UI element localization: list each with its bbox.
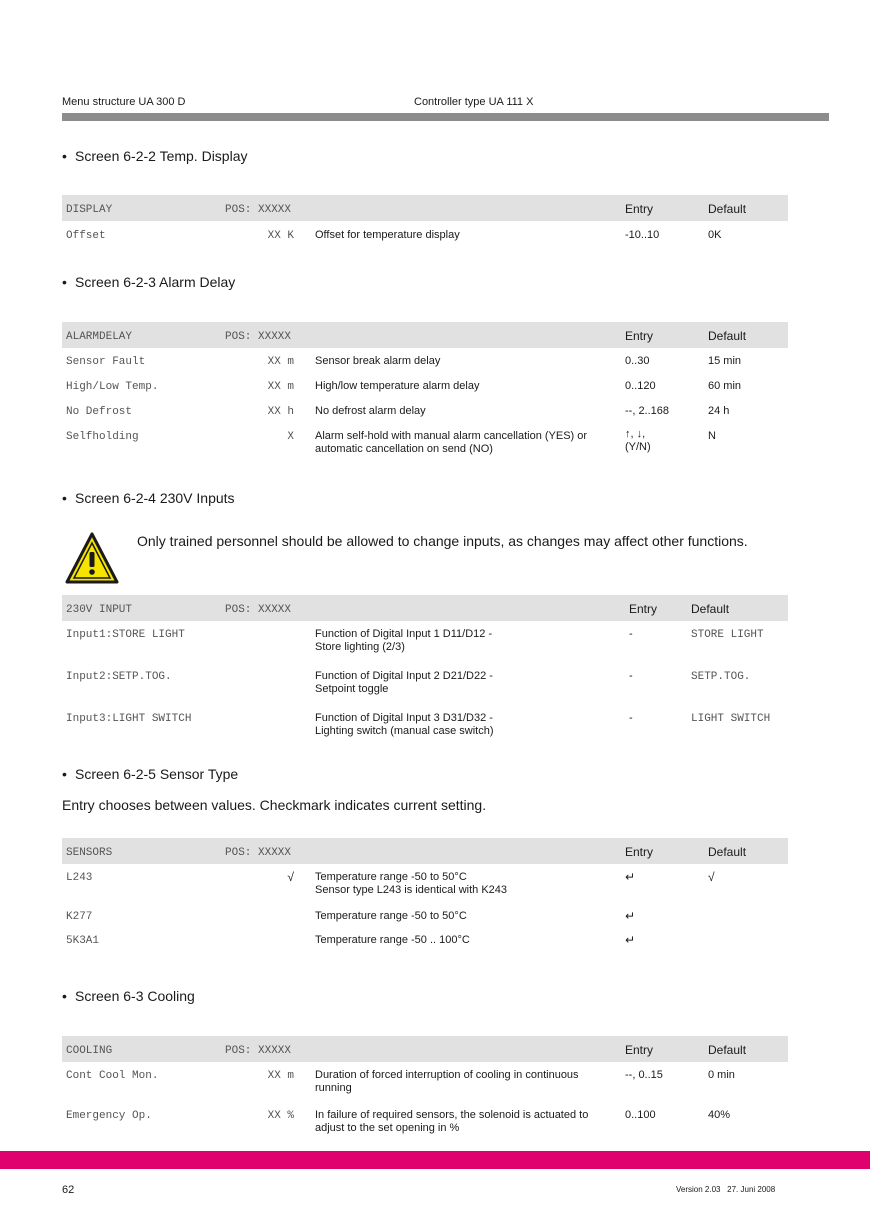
table-header: COOLING POS: XXXXX Entry Default: [62, 1036, 788, 1062]
table-header: 230V INPUT POS: XXXXX Entry Default: [62, 595, 788, 621]
table-row: Input3:LIGHT SWITCH Function of Digital Input 3 D31/D32 - Lighting switch (manual case switch) - LIGHT SWITCH: [66, 712, 771, 737]
table-row: High/Low Temp. XX m High/low temperature alarm delay 0..120 60 min: [66, 380, 742, 393]
section-heading-sensor-type: • Screen 6-2-5 Sensor Type: [62, 766, 239, 782]
header-divider: [62, 113, 829, 121]
section-heading-cooling: • Screen 6-3 Cooling: [62, 988, 195, 1004]
page-number: 62: [62, 1184, 75, 1196]
sensor-note: Entry chooses between values. Checkmark indicates current setting.: [62, 797, 487, 813]
table-header: DISPLAY POS: XXXXX Entry Default: [62, 195, 788, 221]
table-row: Input1:STORE LIGHT Function of Digital Input 1 D11/D12 - Store lighting (2/3) - STORE LIGHT: [66, 628, 764, 653]
table-row: L243 √ Temperature range -50 to 50°C Sensor type L243 is identical with K243 ↵ √: [66, 870, 715, 896]
cooling-table: [62, 1036, 788, 1142]
table-row: Selfholding X Alarm self-hold with manual alarm cancellation (YES) or automatic cancellation on send (NO) ↑, ↓, (Y/N) N: [66, 428, 716, 455]
section-heading-temp-display: • Screen 6-2-2 Temp. Display: [62, 148, 248, 164]
table-row: Cont Cool Mon. XX m Duration of forced interruption of cooling in continuous running --, 0..15 0 min: [66, 1069, 735, 1094]
table-row: No Defrost XX h No defrost alarm delay --, 2..168 24 h: [66, 405, 730, 418]
section-heading-alarm-delay: • Screen 6-2-3 Alarm Delay: [62, 274, 236, 290]
sensors-table: [62, 838, 788, 951]
version-info: Version 2.03 27. Juni 2008: [676, 1185, 776, 1194]
alarm-table: [62, 322, 788, 463]
table-header: SENSORS POS: XXXXX Entry Default: [62, 838, 788, 864]
header-center: Controller type UA 111 X: [414, 96, 534, 108]
display-table: [62, 195, 788, 245]
table-row: Offset XX K Offset for temperature display -10..10 0K: [66, 229, 722, 242]
table-row: Emergency Op. XX % In failure of required sensors, the solenoid is actuated to adjust to the set opening in % 0..100 40%: [66, 1109, 731, 1134]
warning-message: Only trained personnel should be allowed to change inputs, as changes may affect other functions.: [137, 533, 748, 549]
footer-accent-bar: [0, 1151, 870, 1169]
table-row: Input2:SETP.TOG. Function of Digital Input 2 D21/D22 - Setpoint toggle - SETP.TOG.: [66, 670, 751, 695]
warning-triangle-icon: [64, 531, 120, 585]
inputs-table: [62, 595, 788, 747]
header-left: Menu structure UA 300 D: [62, 96, 186, 108]
table-row: K277 Temperature range -50 to 50°C ↵: [66, 909, 636, 923]
section-heading-230v-inputs: • Screen 6-2-4 230V Inputs: [62, 490, 235, 506]
table-row: 5K3A1 Temperature range -50 .. 100°C ↵: [66, 933, 636, 947]
table-row: Sensor Fault XX m Sensor break alarm delay 0..30 15 min: [66, 355, 742, 368]
table-header: ALARMDELAY POS: XXXXX Entry Default: [62, 322, 788, 348]
